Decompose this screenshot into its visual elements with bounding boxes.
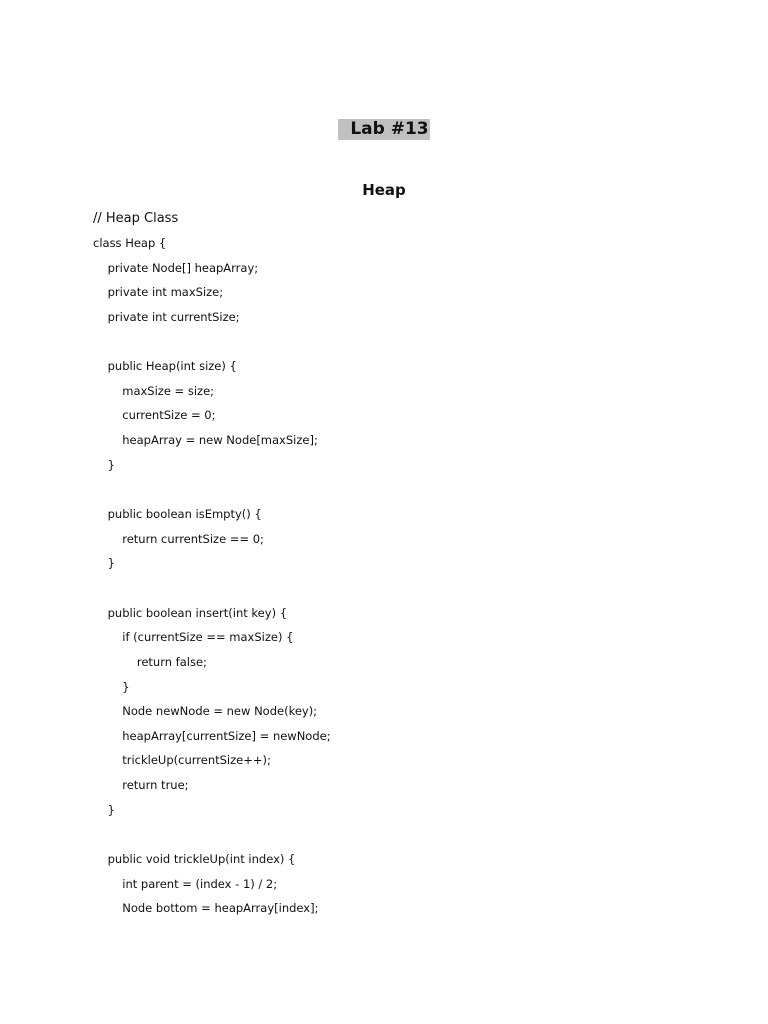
code-line: return currentSize == 0; (93, 531, 264, 546)
code-comment: // Heap Class (93, 211, 179, 226)
code-line: public Heap(int size) { (93, 359, 237, 374)
code-line (93, 579, 331, 604)
code-line (93, 825, 331, 850)
code-line: } (93, 457, 115, 472)
code-line: currentSize = 0; (93, 408, 216, 423)
code-line: Node bottom = heapArray[index]; (93, 901, 319, 916)
code-line: maxSize = size; (93, 383, 215, 398)
code-line: } (93, 802, 115, 817)
code-line: private Node[] heapArray; (93, 260, 259, 275)
code-line: private int maxSize; (93, 285, 224, 300)
code-line: public boolean isEmpty() { (93, 507, 262, 522)
code-line: } (93, 679, 130, 694)
code-line: int parent = (index - 1) / 2; (93, 876, 278, 891)
code-line: public boolean insert(int key) { (93, 605, 288, 620)
section-heading: Heap (362, 181, 406, 199)
code-line: private int currentSize; (93, 309, 240, 324)
code-line: if (currentSize == maxSize) { (93, 630, 294, 645)
code-line: class Heap { (93, 236, 167, 250)
code-line: heapArray = new Node[maxSize]; (93, 433, 318, 448)
code-line: Node newNode = new Node(key); (93, 704, 318, 719)
code-line: trickleUp(currentSize++); (93, 753, 271, 768)
title-container (0, 119, 768, 140)
code-block (93, 234, 331, 924)
code-line: return true; (93, 778, 189, 793)
code-line: return false; (93, 654, 207, 669)
code-line (93, 333, 331, 358)
code-line (93, 480, 331, 505)
code-line: public void trickleUp(int index) { (93, 852, 296, 867)
code-line: heapArray[currentSize] = newNode; (93, 728, 331, 743)
page-title: Lab #13 (338, 119, 429, 140)
code-line: } (93, 556, 115, 571)
